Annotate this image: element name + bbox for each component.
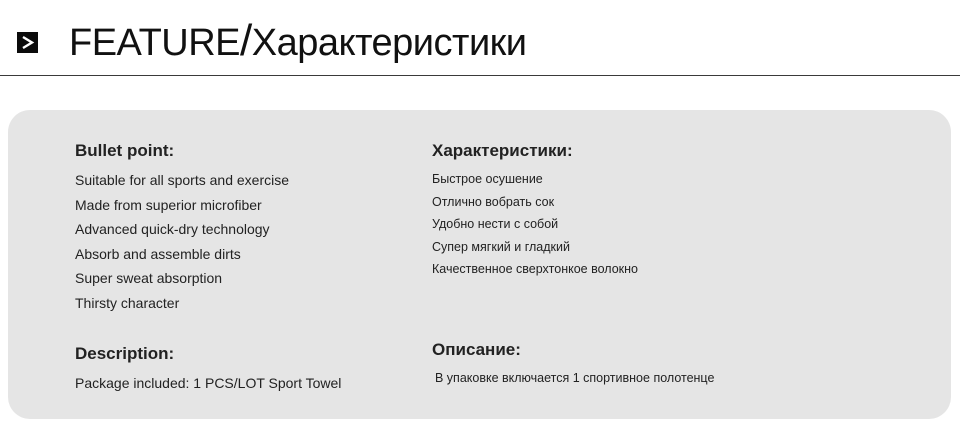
list-item: Качественное сверхтонкое волокно	[432, 262, 638, 276]
list-item: Made from superior microfiber	[75, 196, 262, 213]
description-en-heading: Description:	[75, 344, 175, 363]
title-en: FEATURE	[69, 22, 241, 64]
list-item: Супер мягкий и гладкий	[432, 239, 570, 254]
play-arrow-icon	[17, 32, 38, 53]
description-ru-text: В упаковке включается 1 спортивное полотенце	[435, 371, 715, 385]
description-en-text: Package included: 1 PCS/LOT Sport Towel	[75, 375, 342, 391]
page-title	[69, 16, 527, 68]
description-en-section	[75, 343, 341, 393]
list-item: Advanced quick-dry technology	[75, 221, 270, 238]
list-item: Absorb and assemble dirts	[75, 245, 241, 262]
features-en-section	[75, 140, 405, 316]
page-header	[0, 0, 960, 76]
description-ru-section	[432, 339, 714, 388]
features-en-heading: Bullet point:	[75, 141, 175, 160]
features-en-list	[75, 168, 405, 316]
list-item: Отлично вобрать сок	[432, 194, 555, 209]
header-divider	[0, 75, 960, 76]
features-ru-heading: Характеристики:	[432, 141, 573, 160]
title-ru: Характеристики	[251, 22, 527, 64]
list-item: Super sweat absorption	[75, 270, 223, 287]
title-separator: /	[240, 16, 252, 65]
description-ru-heading: Описание:	[432, 340, 521, 359]
list-item: Быстрое осушение	[432, 172, 543, 186]
list-item: Удобно нести с собой	[432, 217, 559, 231]
list-item: Suitable for all sports and exercise	[75, 172, 289, 188]
features-ru-section	[432, 140, 832, 281]
features-ru-list	[432, 168, 832, 281]
list-item: Thirsty character	[75, 294, 180, 311]
